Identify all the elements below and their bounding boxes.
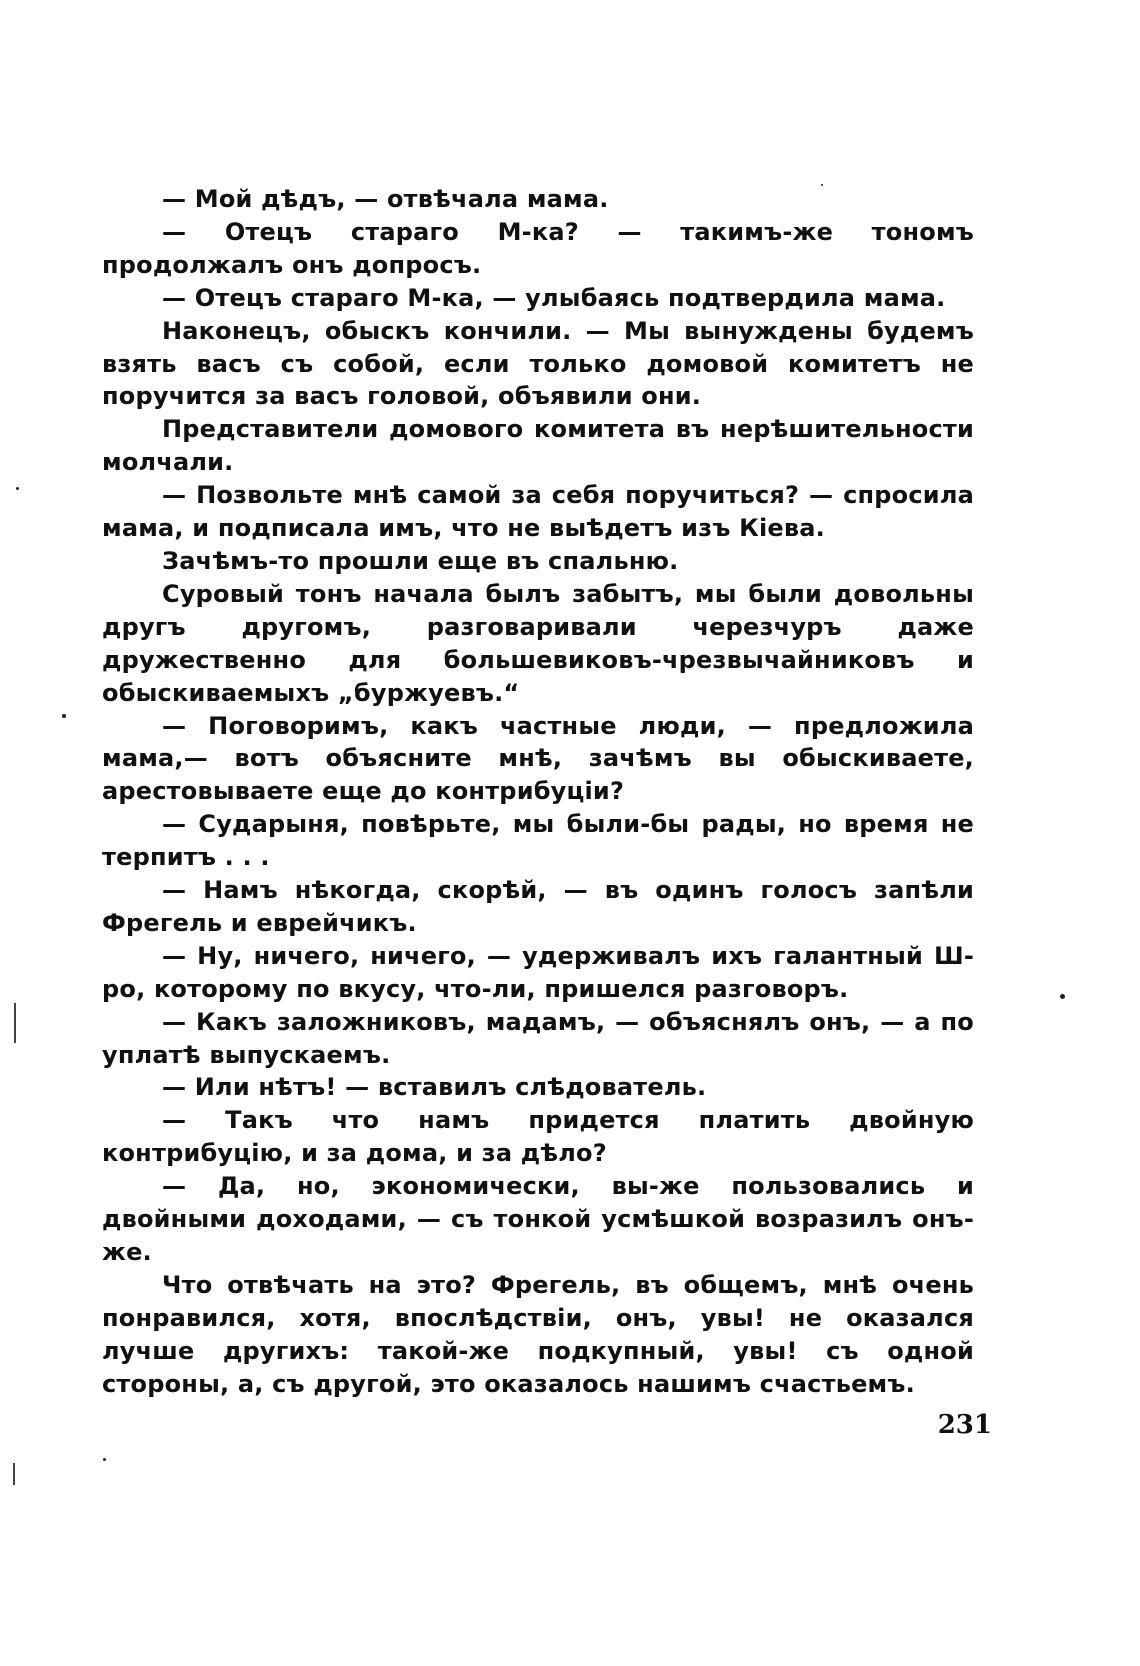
paragraph-5: Представители домового комитета въ нерѣшительности молчали. bbox=[102, 415, 974, 477]
paragraph-17: Что отвѣчать на это? Фрегель, въ общемъ, мнѣ очень понравился, хотя, впослѣдствіи, онъ, увы! не оказался лучше другихъ: такой-же подкупный, увы! съ одной стороны, а, съ другой, это оказалось нашимъ счастьемъ. bbox=[102, 1270, 974, 1398]
paragraph-3: — Отецъ стараго М-ка, — улыбаясь подтвердила мама. bbox=[162, 283, 946, 312]
paragraph-7: Зачѣмъ-то прошли еще въ спальню. bbox=[162, 546, 679, 575]
scan-speck bbox=[821, 184, 823, 186]
scan-speck bbox=[103, 1458, 106, 1461]
paragraph-13: — Какъ заложниковъ, мадамъ, — объяснялъ онъ, — а по уплатѣ выпускаемъ. bbox=[102, 1007, 974, 1069]
paragraph-15: — Такъ что намъ придется платить двойную контрибуцію, и за дома, и за дѣло? bbox=[102, 1106, 974, 1168]
body-text bbox=[102, 183, 974, 1401]
paragraph-12: — Ну, ничего, ничего, — удерживалъ ихъ галантный Ш-ро, которому по вкусу, что-ли, пришелся разговоръ. bbox=[102, 941, 974, 1003]
scan-speck bbox=[62, 714, 66, 718]
paragraph-8: Суровый тонъ начала былъ забытъ, мы были довольны другъ другомъ, разговаривали черезчуръ даже дружественно для большевиковъ-чрезвычайниковъ и обыскиваемыхъ „буржуевъ.“ bbox=[102, 579, 974, 707]
paragraph-10: — Сударыня, повѣрьте, мы были-бы рады, но время не терпитъ . . . bbox=[102, 810, 974, 872]
page-number: 231 bbox=[937, 1410, 992, 1440]
scan-edge-mark bbox=[13, 1463, 15, 1485]
paragraph-16: — Да, но, экономически, вы-же пользовались и двойными доходами, — съ тонкой усмѣшкой возразилъ онъ-же. bbox=[102, 1172, 974, 1266]
paragraph-14: — Или нѣтъ! — вставилъ слѣдователь. bbox=[162, 1073, 707, 1102]
paragraph-2: — Отецъ стараго М-ка? — такимъ-же тономъ продолжалъ онъ допросъ. bbox=[102, 217, 974, 279]
scan-speck bbox=[1060, 994, 1065, 999]
scan-speck bbox=[16, 487, 19, 490]
paragraph-6: — Позвольте мнѣ самой за себя поручиться? — спросила мама, и подписала имъ, что не выѣдетъ изъ Кіева. bbox=[102, 481, 974, 543]
scan-edge-mark bbox=[14, 1003, 16, 1043]
paragraph-1: — Мой дѣдъ, — отвѣчала мама. bbox=[162, 185, 609, 213]
paragraph-11: — Намъ нѣкогда, скорѣй, — въ одинъ голосъ запѣли Фрегель и еврейчикъ. bbox=[102, 876, 974, 937]
paragraph-9: — Поговоримъ, какъ частные люди, — предложила мама,— вотъ объясните мнѣ, зачѣмъ вы обыскиваете, арестовываете еще до контрибуціи? bbox=[102, 711, 974, 806]
paragraph-4: Наконецъ, обыскъ кончили. — Мы вынуждены будемъ взять васъ съ собой, если только домовой комитетъ не поручится за васъ головой, объявили они. bbox=[102, 316, 974, 411]
